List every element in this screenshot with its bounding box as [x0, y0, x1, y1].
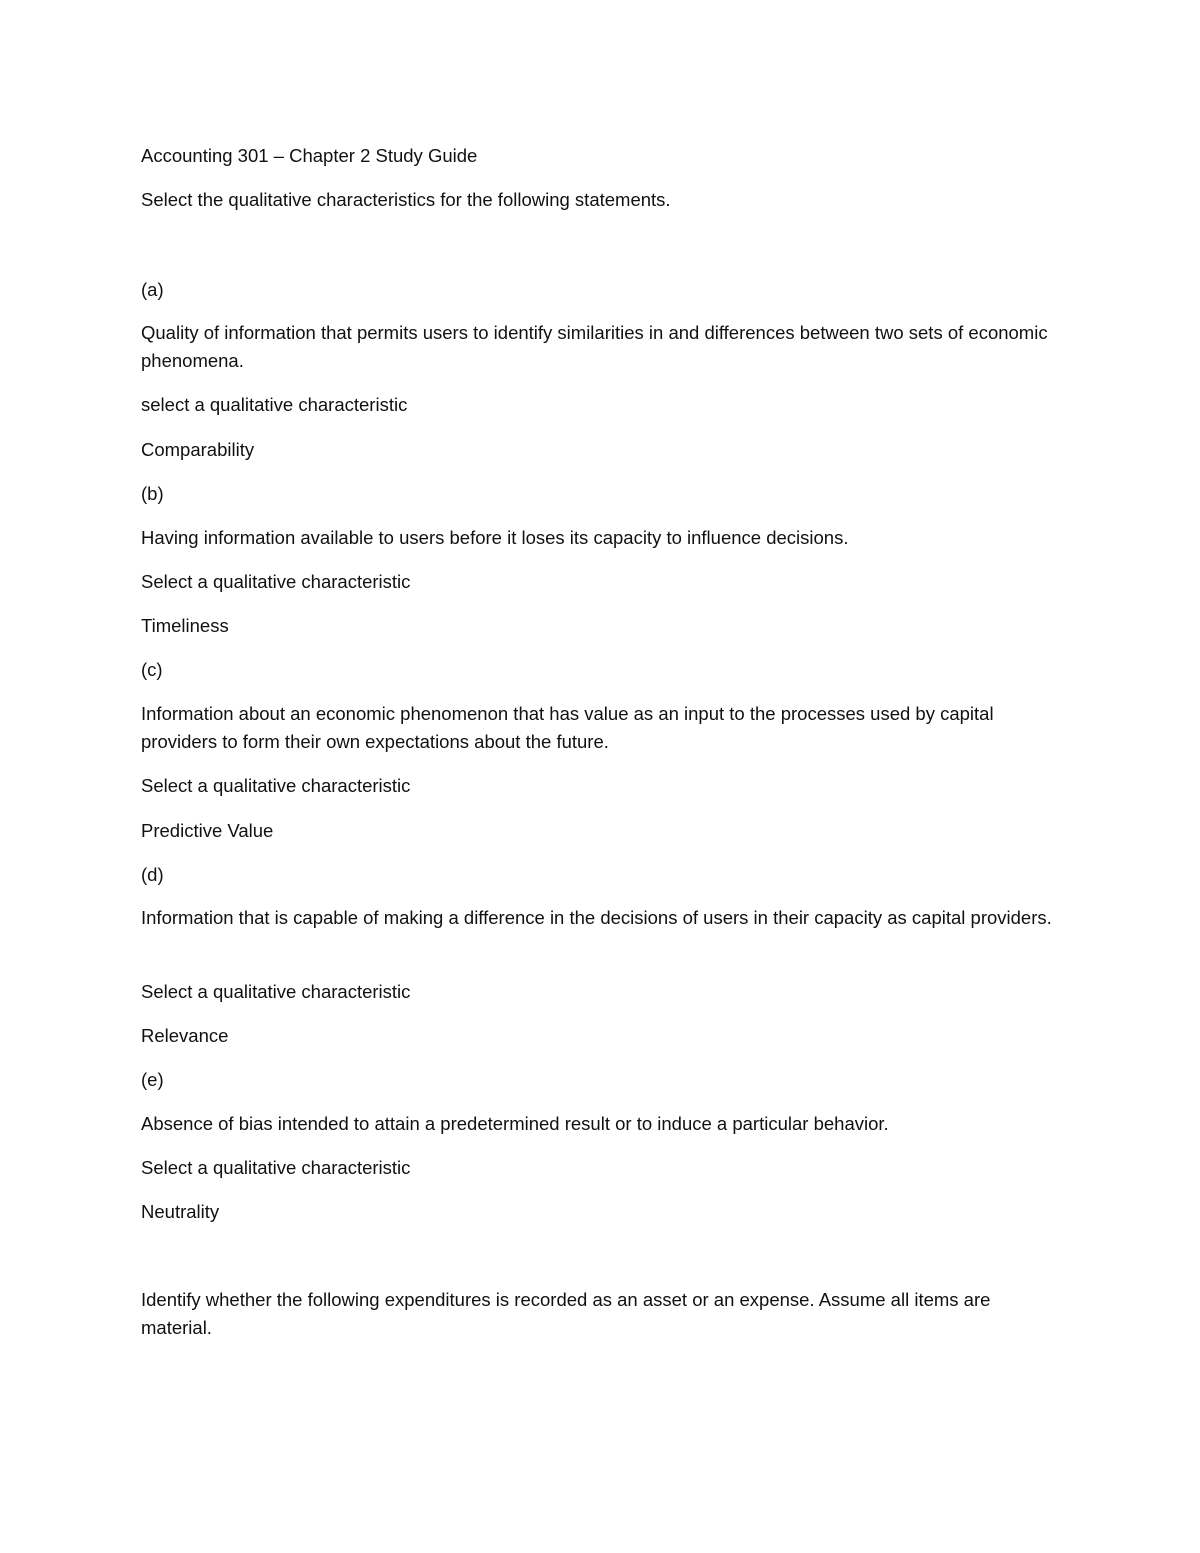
question-statement-c: Information about an economic phenomenon that has value as an input to the processes used by capital providers to form their own expectations about the future. — [141, 703, 994, 752]
instructions: Select the qualitative characteristics for the following statements. — [141, 189, 671, 210]
question-statement-d: Information that is capable of making a difference in the decisions of users in their capacity as capital providers. — [141, 907, 1052, 928]
question-label-c: (c) — [141, 659, 163, 680]
question-statement-b: Having information available to users before it loses its capacity to influence decisions. — [141, 527, 849, 548]
question-label-a: (a) — [141, 279, 164, 300]
question-answer-a: Comparability — [141, 439, 255, 460]
question-prompt-c: Select a qualitative characteristic — [141, 775, 411, 796]
question-answer-b: Timeliness — [141, 615, 229, 636]
document-title: Accounting 301 – Chapter 2 Study Guide — [141, 145, 478, 166]
question-answer-d: Relevance — [141, 1025, 229, 1046]
question-label-b: (b) — [141, 483, 164, 504]
question-prompt-e: Select a qualitative characteristic — [141, 1157, 411, 1178]
closing-instructions: Identify whether the following expenditures is recorded as an asset or an expense. Assume all items are material. — [141, 1289, 991, 1338]
question-answer-e: Neutrality — [141, 1201, 220, 1222]
question-label-d: (d) — [141, 864, 164, 885]
question-statement-e: Absence of bias intended to attain a predetermined result or to induce a particular behavior. — [141, 1113, 889, 1134]
question-label-e: (e) — [141, 1069, 164, 1090]
question-statement-a: Quality of information that permits users to identify similarities in and differences between two sets of economic phenomena. — [141, 322, 1048, 371]
question-answer-c: Predictive Value — [141, 820, 274, 841]
question-prompt-d: Select a qualitative characteristic — [141, 981, 411, 1002]
question-prompt-b: Select a qualitative characteristic — [141, 571, 411, 592]
question-prompt-a: select a qualitative characteristic — [141, 394, 408, 415]
